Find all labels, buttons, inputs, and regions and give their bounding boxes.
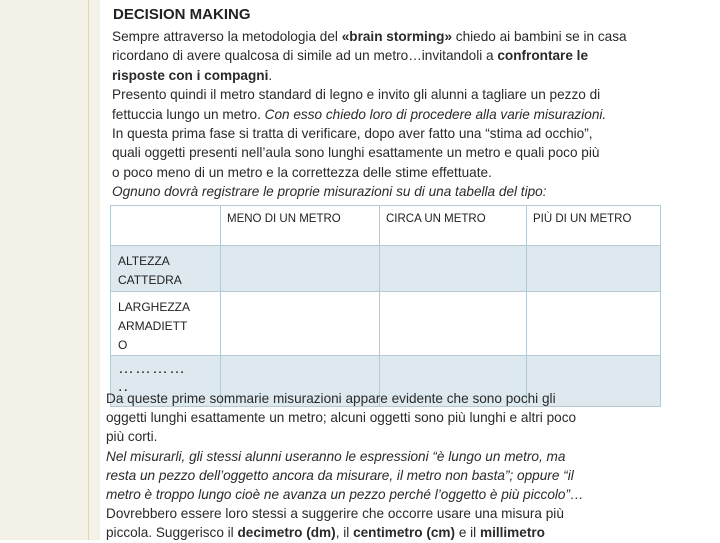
conclusion-line: resta un pezzo dell’oggetto ancora da misurare, il metro non basta”; oppure “il [106, 467, 574, 483]
row-label-line: ARMADIETT [118, 319, 188, 333]
table-row [111, 246, 661, 292]
table-row [111, 292, 661, 356]
intro-line: ricordano di avere qualcosa di simile ad un metro…invitandoli a confrontare le [112, 48, 589, 64]
row-label-cell [111, 292, 221, 356]
unit-term: centimetro (cm) [353, 525, 456, 541]
conclusion-line: piccola. Suggerisco il decimetro (dm), il centimetro (cm) e il millimetro [106, 525, 545, 541]
row-label-line: ALTEZZA [118, 254, 170, 268]
row-label-line: LARGHEZZA [118, 300, 191, 314]
measurement-table [110, 205, 661, 407]
conclusion-line: Da queste prime sommarie misurazioni appare evidente che sono pochi gli [106, 391, 556, 406]
table-header-cell: MENO DI UN METRO [221, 206, 380, 246]
slide-title: DECISION MAKING [113, 6, 251, 23]
brainstorming-term: «brain storming» [341, 29, 453, 44]
table-cell [221, 292, 380, 356]
table-header-cell: CIRCA UN METRO [380, 206, 527, 246]
intro-line: quali oggetti presenti nell’aula sono lunghi esattamente un metro e quali poco più [112, 145, 600, 161]
table-cell [221, 246, 380, 292]
row-label-line: ………… [118, 360, 186, 377]
table-cell [380, 292, 527, 356]
intro-line: Sempre attraverso la metodologia del «brain storming» chiedo ai bambini se in casa [112, 29, 627, 44]
emphasis-text: confrontare le [497, 48, 589, 64]
table-cell [527, 246, 661, 292]
row-label-line: O [118, 338, 128, 352]
conclusion-line: Nel misurarli, gli stessi alunni useranno le espressioni “è lungo un metro, ma [106, 448, 566, 464]
emphasis-text: risposte con i compagni [112, 67, 269, 83]
conclusion-paragraph [106, 389, 718, 543]
table-header-cell [111, 206, 221, 246]
table-header-cell: PIÙ DI UN METRO [527, 206, 661, 246]
unit-term: millimetro [479, 525, 545, 541]
intro-line: Ognuno dovrà registrare le proprie misurazioni su di una tabella del tipo: [112, 184, 547, 200]
conclusion-line: più corti. [106, 429, 158, 445]
decorative-divider [88, 0, 89, 540]
intro-line: In questa prima fase si tratta di verificare, dopo aver fatto una “stima ad occhio”, [112, 126, 593, 142]
intro-line: Presento quindi il metro standard di legno e invito gli alunni a tagliare un pezzo di [112, 87, 601, 103]
unit-term: decimetro (dm) [237, 525, 336, 541]
intro-line: fettuccia lungo un metro. Con esso chiedo loro di procedere alla varie misurazioni. [112, 106, 607, 122]
table-cell [527, 292, 661, 356]
intro-paragraph [112, 27, 717, 202]
row-label-cell [111, 246, 221, 292]
table-header-row [111, 206, 661, 246]
decorative-side-band [0, 0, 100, 540]
conclusion-line: metro è troppo lungo cioè ne avanza un pezzo perché l’oggetto è più piccolo”… [106, 487, 584, 503]
intro-line: risposte con i compagni. [112, 67, 273, 83]
intro-line: o poco meno di un metro e la correttezza delle stime effettuate. [112, 164, 492, 180]
table-cell [380, 246, 527, 292]
conclusion-line: oggetti lunghi esattamente un metro; alcuni oggetti sono più lunghi e altri poco [106, 410, 577, 426]
row-label-line: CATTEDRA [118, 273, 182, 287]
row-label-line: .. [118, 378, 129, 395]
conclusion-line: Dovrebbero essere loro stessi a suggerire che occorre usare una misura più [106, 506, 564, 522]
